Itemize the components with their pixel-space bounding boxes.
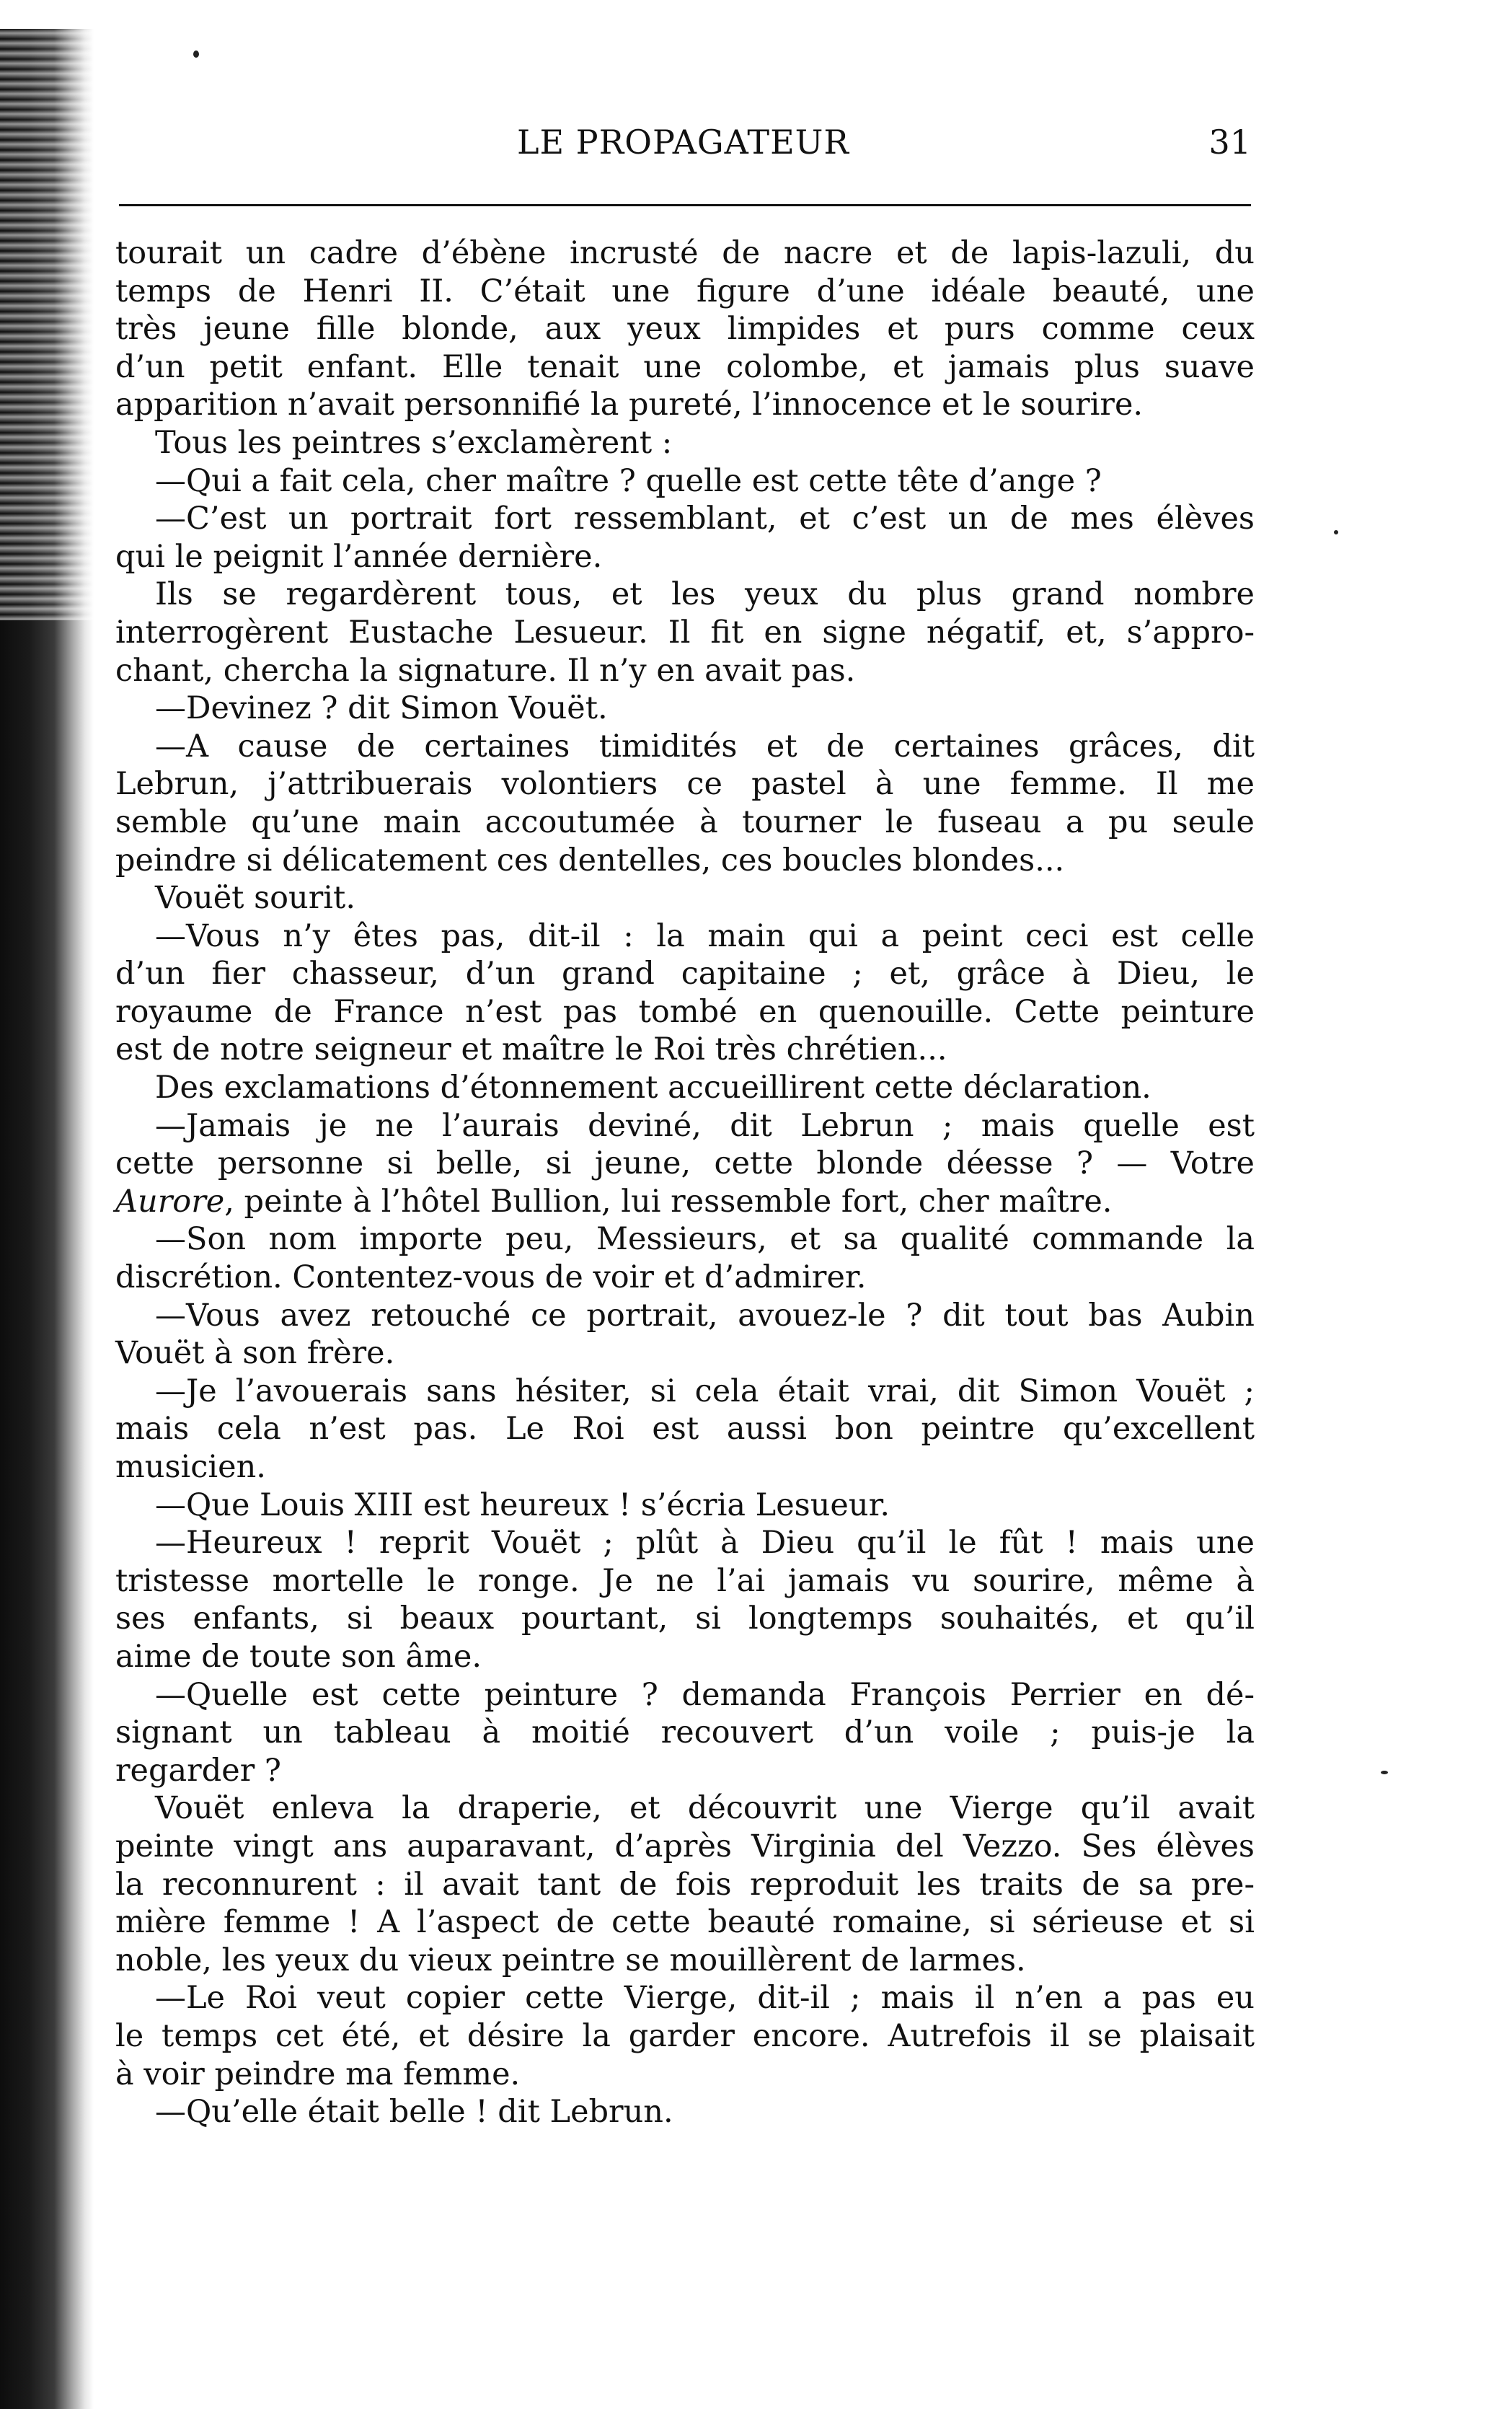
text-line: semble qu’une main accoutumée à tourner le fuseau a pu seule: [115, 803, 1255, 840]
text-line: —Vous avez retouché ce portrait, avouez-le ? dit tout bas Aubin: [155, 1297, 1255, 1334]
text-line: Vouët à son frère.: [115, 1335, 395, 1372]
text-line: ses enfants, si beaux pourtant, si longtemps souhaités, et qu’il: [115, 1600, 1255, 1637]
text-line: noble, les yeux du vieux peintre se mouillèrent de larmes.: [115, 1942, 1026, 1978]
text-line: Vouët enleva la draperie, et découvrit une Vierge qu’il avait: [155, 1790, 1255, 1827]
text-line: Ils se regardèrent tous, et les yeux du plus grand nombre: [155, 576, 1255, 613]
text-line: très jeune fille blonde, aux yeux limpides et purs comme ceux: [115, 311, 1255, 348]
text-line: apparition n’avait personnifié la pureté, l’innocence et le sourire.: [115, 387, 1144, 423]
page-header: [115, 123, 1251, 173]
text-line: chant, chercha la signature. Il n’y en avait pas.: [115, 652, 856, 689]
italic-title: Aurore: [115, 1183, 225, 1220]
text-line: Aurore, peinte à l’hôtel Bullion, lui ressemble fort, cher maître.: [115, 1183, 1113, 1220]
text-line: cette personne si belle, si jeune, cette blonde déesse ? — Votre: [115, 1145, 1255, 1182]
text-line: —Que Louis XIII est heureux ! s’écria Lesueur.: [155, 1487, 890, 1523]
text-line: signant un tableau à moitié recouvert d’un voile ; puis-je la: [115, 1714, 1255, 1751]
text-line: —Quelle est cette peinture ? demanda François Perrier en dé-: [155, 1676, 1255, 1713]
text-line: —Je l’avouerais sans hésiter, si cela était vrai, dit Simon Vouët ;: [155, 1373, 1255, 1409]
text-line: le temps cet été, et désire la garder encore. Autrefois il se plaisait: [115, 2017, 1255, 2054]
text-line: qui le peignit l’année dernière.: [115, 538, 603, 575]
text-line: —Devinez ? dit Simon Vouët.: [155, 690, 608, 727]
text-line: royaume de France n’est pas tombé en quenouille. Cette peinture: [115, 993, 1255, 1030]
text-line: peinte vingt ans auparavant, d’après Virginia del Vezzo. Ses élèves: [115, 1828, 1255, 1864]
text-line: aime de toute son âme.: [115, 1638, 482, 1675]
body-text: [115, 234, 1255, 2131]
text-line: Des exclamations d’étonnement accueillirent cette déclaration.: [155, 1070, 1151, 1106]
text-line: la reconnurent : il avait tant de fois reproduit les traits de sa pre-: [115, 1866, 1255, 1903]
text-line: —Son nom importe peu, Messieurs, et sa qualité commande la: [155, 1221, 1255, 1258]
header-rule: [119, 204, 1251, 206]
text-line: —Qui a fait cela, cher maître ? quelle est cette tête d’ange ?: [155, 462, 1102, 499]
text-line: regarder ?: [115, 1752, 281, 1789]
text-line: tristesse mortelle le ronge. Je ne l’ai jamais vu sourire, même à: [115, 1562, 1255, 1599]
text-line: d’un petit enfant. Elle tenait une colombe, et jamais plus suave: [115, 348, 1255, 385]
print-speck: [1381, 1771, 1388, 1774]
text-line: peindre si délicatement ces dentelles, ces boucles blondes...: [115, 842, 1065, 878]
running-title: LE PROPAGATEUR: [516, 123, 850, 162]
text-line: discrétion. Contentez-vous de voir et d’admirer.: [115, 1259, 867, 1296]
print-speck: [1334, 530, 1338, 534]
text-line: Lebrun, j’attribuerais volontiers ce pastel à une femme. Il me: [115, 766, 1255, 803]
page-number: 31: [1208, 123, 1251, 162]
text-line: —Jamais je ne l’aurais deviné, dit Lebrun ; mais quelle est: [155, 1107, 1255, 1144]
binding-shadow-texture: [0, 29, 94, 620]
text-line: Tous les peintres s’exclamèrent :: [155, 424, 673, 461]
text-line: interrogèrent Eustache Lesueur. Il fit en signe négatif, et, s’appro-: [115, 614, 1255, 651]
text-line: —Le Roi veut copier cette Vierge, dit-il ; mais il n’en a pas eu: [155, 1980, 1255, 2017]
print-speck: [193, 50, 199, 58]
text-line: Vouët sourit.: [155, 880, 355, 917]
text-line: temps de Henri II. C’était une figure d’une idéale beauté, une: [115, 273, 1255, 309]
text-line: —Qu’elle était belle ! dit Lebrun.: [155, 2094, 673, 2131]
text-line: —Vous n’y êtes pas, dit-il : la main qui a peint ceci est celle: [155, 917, 1255, 954]
text-line: musicien.: [115, 1449, 266, 1485]
text-line: est de notre seigneur et maître le Roi très chrétien...: [115, 1031, 947, 1068]
text-line: —A cause de certaines timidités et de certaines grâces, dit: [155, 728, 1255, 765]
text-line: —Heureux ! reprit Vouët ; plût à Dieu qu’il le fût ! mais une: [155, 1525, 1255, 1562]
text-line: tourait un cadre d’ébène incrusté de nacre et de lapis-lazuli, du: [115, 235, 1255, 271]
text-line: à voir peindre ma femme.: [115, 2056, 521, 2092]
text-line: mière femme ! A l’aspect de cette beauté romaine, si sérieuse et si: [115, 1904, 1255, 1941]
text-line: —C’est un portrait fort ressemblant, et c’est un de mes élèves: [155, 501, 1255, 537]
text-line: mais cela n’est pas. Le Roi est aussi bon peintre qu’excellent: [115, 1411, 1255, 1448]
text-line: d’un fier chasseur, d’un grand capitaine ; et, grâce à Dieu, le: [115, 956, 1255, 992]
